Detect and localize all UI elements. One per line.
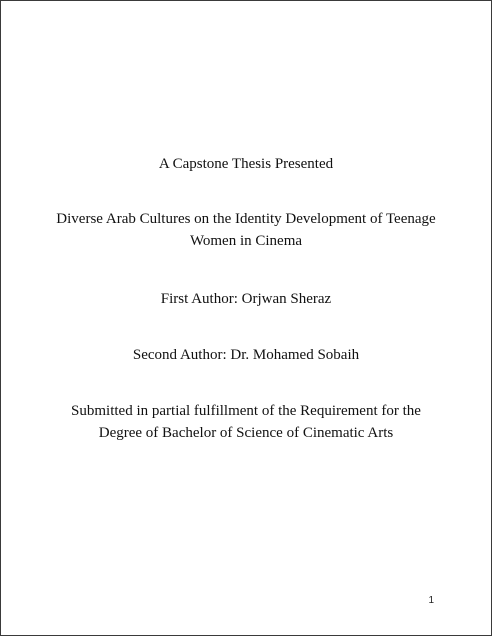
- thesis-title-line-2: Women in Cinema: [189, 233, 303, 249]
- thesis-title-line-1: Diverse Arab Cultures on the Identity Development of Teenage: [56, 211, 436, 227]
- first-author: First Author: Orjwan Sheraz: [160, 291, 332, 307]
- page-number: 1: [428, 595, 434, 606]
- submission-statement-line-1: Submitted in partial fulfillment of the Requirement for the: [71, 403, 421, 419]
- submission-statement-line-2: Degree of Bachelor of Science of Cinematic Arts: [98, 425, 394, 441]
- thesis-heading: A Capstone Thesis Presented: [158, 156, 334, 172]
- second-author: Second Author: Dr. Mohamed Sobaih: [132, 347, 360, 363]
